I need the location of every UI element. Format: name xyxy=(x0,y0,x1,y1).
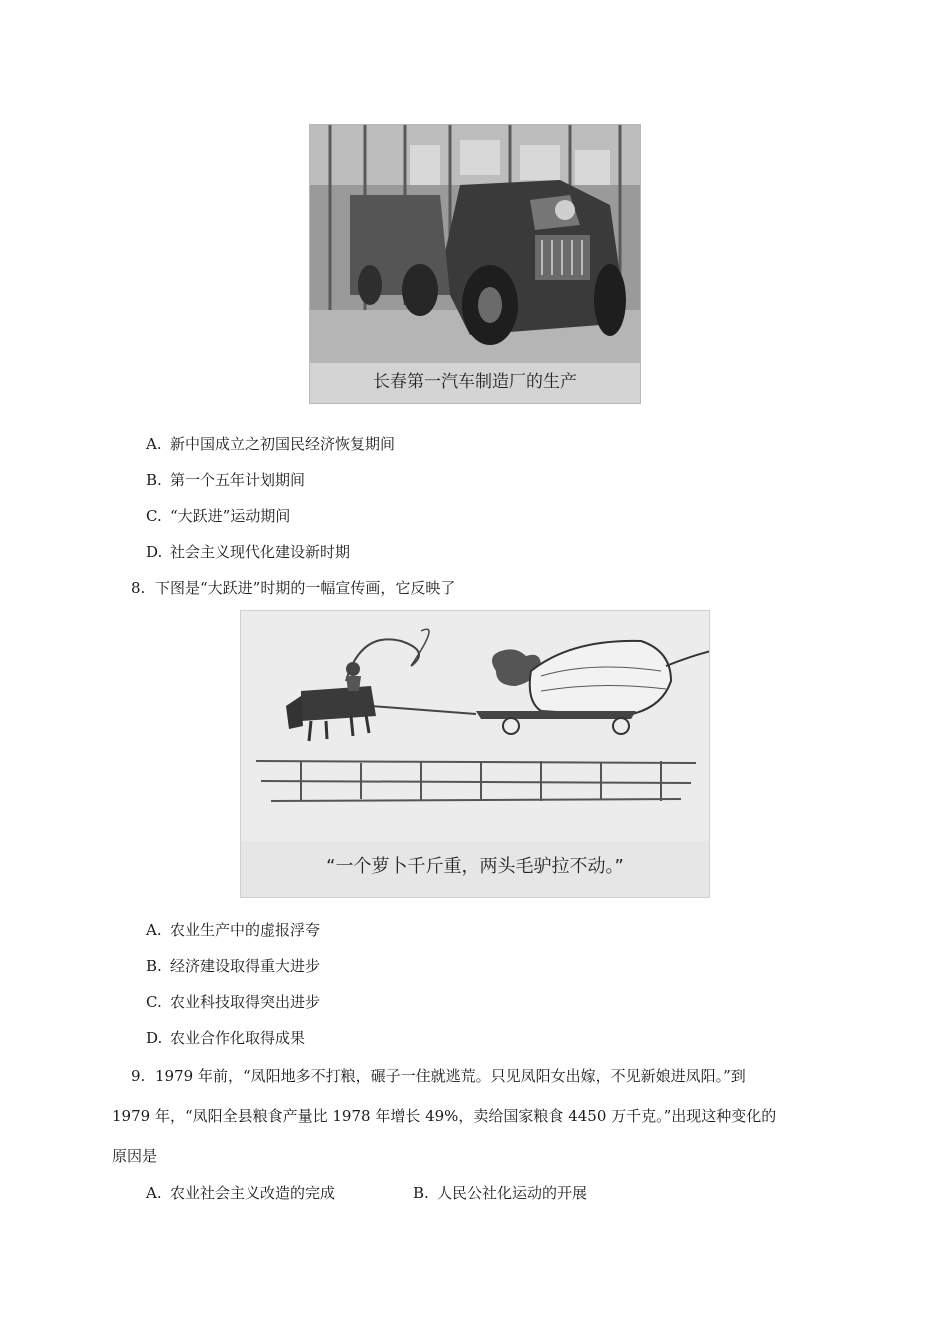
propaganda-poster xyxy=(240,610,710,898)
q9-stem-line-2: 1979 年，“凤阳全县粮食产量比 1978 年增长 49%，卖给国家粮食 4450 万千克。”出现这种变化的 xyxy=(112,1107,777,1125)
q8-option-a[interactable]: A. 农业生产中的虚报浮夸 xyxy=(146,921,321,939)
q8-stem: 8. 下图是“大跃进”时期的一幅宣传画，它反映了 xyxy=(131,579,456,597)
propaganda-poster-image xyxy=(241,611,709,841)
factory-photo-caption: 长春第一汽车制造厂的生产 xyxy=(373,372,577,392)
q7-option-a[interactable]: A. 新中国成立之初国民经济恢复期间 xyxy=(146,435,396,453)
q7-option-b[interactable]: B. 第一个五年计划期间 xyxy=(146,471,306,489)
q8-option-d[interactable]: D. 农业合作化取得成果 xyxy=(146,1029,306,1047)
q8-option-b[interactable]: B. 经济建设取得重大进步 xyxy=(146,957,321,975)
propaganda-poster-caption: “一个萝卜千斤重，两头毛驴拉不动。” xyxy=(326,856,624,877)
q8-option-c[interactable]: C. 农业科技取得突出进步 xyxy=(146,993,321,1011)
factory-photo-image xyxy=(310,125,640,363)
q9-option-a[interactable]: A. 农业社会主义改造的完成 xyxy=(146,1184,336,1202)
q9-stem-line-1: 9. 1979 年前，“凤阳地多不打粮，碾子一住就逃荒。只见凤阳女出嫁，不见新娘进凤阳。”到 xyxy=(131,1067,746,1085)
q9-option-b[interactable]: B. 人民公社化运动的开展 xyxy=(413,1184,588,1202)
q9-stem-line-3: 原因是 xyxy=(112,1147,158,1165)
q7-option-c[interactable]: C. “大跃进”运动期间 xyxy=(146,507,291,525)
q7-option-d[interactable]: D. 社会主义现代化建设新时期 xyxy=(146,543,351,561)
factory-photo xyxy=(309,124,641,404)
